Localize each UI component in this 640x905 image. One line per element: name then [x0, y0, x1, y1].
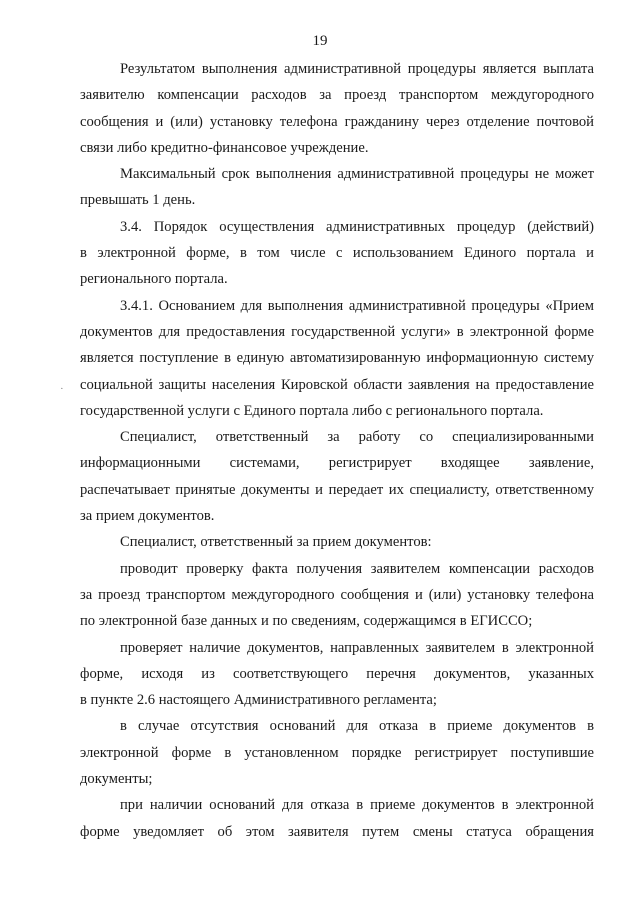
paragraph: [80, 161, 594, 214]
text-line: государственной услуги с Единого портала либо с регионального портала.: [80, 402, 544, 419]
text-line: связи либо кредитно-финансовое учреждение.: [80, 139, 369, 156]
text-line: 3.4.1. Основанием для выполнения административной процедуры «Прием: [120, 297, 594, 314]
text-line: Специалист, ответственный за прием документов:: [120, 534, 432, 551]
paragraph: [80, 214, 594, 293]
paragraph: [80, 635, 594, 714]
text-line: является поступление в единую автоматизированную информационную систему: [80, 350, 594, 367]
paragraph: [80, 713, 594, 792]
text-line: Результатом выполнения административной процедуры является выплата: [120, 61, 594, 77]
text-line: Специалист, ответственный за работу со специализированными: [120, 429, 594, 446]
margin-mark: ·: [60, 383, 64, 395]
text-line: Максимальный срок выполнения административной процедуры не может: [120, 166, 594, 183]
text-line: информационными системами, регистрирует входящее заявление,: [80, 455, 594, 472]
paragraph: [80, 556, 594, 635]
text-line: за прием документов.: [80, 508, 215, 525]
text-line: в электронной форме, в том числе с использованием Единого портала и: [80, 245, 594, 262]
paragraph: [80, 293, 594, 424]
text-line: социальной защиты населения Кировской области заявления на предоставление: [80, 376, 594, 393]
paragraph: [80, 56, 594, 161]
text-line: электронной форме в установленном порядке регистрирует поступившие: [80, 744, 594, 761]
text-line: в пункте 2.6 настоящего Административного регламента;: [80, 692, 437, 709]
text-line: регионального портала.: [80, 271, 228, 288]
text-line: заявителю компенсации расходов за проезд транспортом междугородного: [80, 87, 594, 104]
text-line: документов для предоставления государственной услуги» в электронной форме: [80, 323, 594, 340]
page-number: 19: [312, 33, 328, 49]
paragraph: [80, 424, 594, 529]
paragraph: [80, 792, 594, 845]
text-line: в случае отсутствия оснований для отказа в приеме документов в: [120, 718, 594, 735]
paragraph: [80, 529, 594, 555]
text-line: распечатывает принятые документы и передает их специалисту, ответственному: [80, 481, 594, 498]
text-line: 3.4. Порядок осуществления административных процедур (действий): [120, 218, 594, 235]
text-line: проводит проверку факта получения заявителем компенсации расходов: [120, 560, 594, 577]
text-line: документы;: [80, 771, 153, 788]
text-line: превышать 1 день.: [80, 192, 196, 209]
document-body: [80, 56, 594, 845]
text-line: сообщения и (или) установку телефона гражданину через отделение почтовой: [80, 113, 594, 130]
text-line: форме, исходя из соответствующего перечня документов, указанных: [80, 665, 594, 682]
text-line: проверяет наличие документов, направленных заявителем в электронной: [120, 639, 594, 656]
text-line: за проезд транспортом междугородного сообщения и (или) установку телефона: [80, 586, 594, 603]
text-line: по электронной базе данных и по сведениям, содержащимся в ЕГИССО;: [80, 613, 533, 630]
text-line: при наличии оснований для отказа в приеме документов в электронной: [120, 797, 594, 814]
text-line: форме уведомляет об этом заявителя путем смены статуса обращения: [80, 823, 594, 840]
